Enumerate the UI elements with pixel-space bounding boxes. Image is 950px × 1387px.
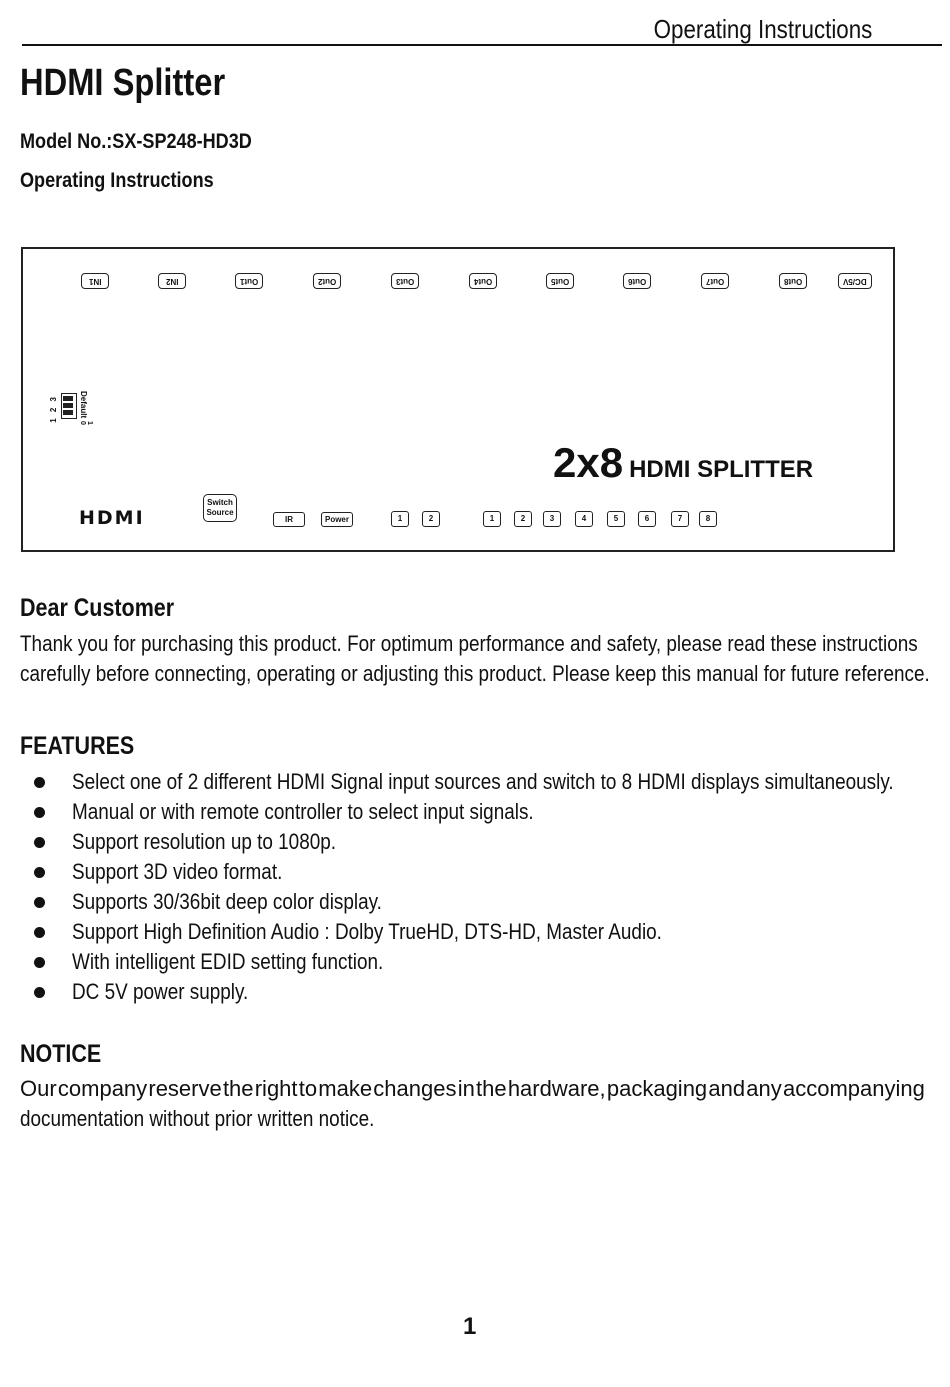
running-header (22, 12, 942, 46)
running-header-title: Operating Instructions (653, 14, 872, 44)
notice-word: packaging (606, 1076, 708, 1101)
notice-paragraph (20, 1074, 925, 1134)
product-name-small: HDMI SPLITTER (629, 456, 814, 483)
ir-sensor: IR (273, 512, 305, 527)
document-subtitle: Operating Instructions (20, 169, 214, 192)
notice-word: accompanying (782, 1076, 925, 1101)
notice-word: reserve (148, 1076, 222, 1101)
notice-line-justified (20, 1074, 925, 1104)
bullet-icon (34, 777, 45, 788)
bullet-icon (34, 957, 45, 968)
notice-word: hardware, (507, 1076, 606, 1101)
hdmi-logo: HDMI (79, 507, 145, 529)
output-led: 2 (514, 511, 532, 527)
switch-source-button: Switch Source (203, 494, 237, 522)
input-led: 2 (422, 511, 440, 527)
bullet-icon (34, 867, 45, 878)
page-number: 1 (463, 1313, 477, 1340)
dear-customer-paragraph (20, 629, 930, 689)
output-led: 7 (671, 511, 689, 527)
output-led: 8 (699, 511, 717, 527)
port-out2: Out2 (313, 273, 341, 289)
output-led: 3 (543, 511, 561, 527)
output-led: 5 (607, 511, 625, 527)
port-out3: Out3 (391, 273, 419, 289)
notice-word: changes (373, 1076, 457, 1101)
notice-word: the (222, 1076, 254, 1101)
dip-switch (61, 393, 77, 419)
port-out7: Out7 (701, 273, 729, 289)
dip-switch-label: Default (79, 391, 88, 419)
output-led: 1 (483, 511, 501, 527)
port-out8: Out8 (779, 273, 807, 289)
port-out5: Out5 (546, 273, 574, 289)
bullet-icon (34, 807, 45, 818)
model-number: Model No.:SX-SP248-HD3D (20, 130, 252, 153)
port-in1: IN1 (81, 273, 109, 289)
document-title: HDMI Splitter (20, 62, 226, 104)
port-dc5v: DC/5V (838, 273, 872, 289)
notice-word: and (708, 1076, 746, 1101)
notice-word: to (298, 1076, 318, 1101)
dip-switch-block (49, 389, 109, 435)
output-led: 4 (575, 511, 593, 527)
input-led: 1 (391, 511, 409, 527)
notice-word: Our (20, 1076, 57, 1101)
power-indicator: Power (321, 512, 353, 527)
notice-word: the (476, 1076, 507, 1101)
output-led: 6 (638, 511, 656, 527)
bullet-icon (34, 987, 45, 998)
paragraph-line: Thank you for purchasing this product. For optimum performance and safety, please read these instructions (20, 631, 918, 656)
notice-word: company (57, 1076, 148, 1101)
notice-word: any (746, 1076, 782, 1101)
port-out1: Out1 (235, 273, 263, 289)
paragraph-line: carefully before connecting, operating or adjusting this product. Please keep this manual for future reference. (20, 661, 930, 686)
dear-customer-heading: Dear Customer (20, 594, 175, 622)
notice-heading: NOTICE (20, 1040, 102, 1068)
port-in2: IN2 (158, 273, 186, 289)
product-name-big: 2x8 (553, 439, 624, 486)
bullet-icon (34, 837, 45, 848)
bullet-icon (34, 897, 45, 908)
port-out6: Out6 (623, 273, 651, 289)
notice-word: right (254, 1076, 298, 1101)
notice-word: in (457, 1076, 475, 1101)
notice-word: make (318, 1076, 373, 1101)
device-front-panel-illustration (21, 247, 895, 552)
features-heading: FEATURES (20, 732, 135, 760)
dip-switch-positions: 1 0 (79, 421, 93, 427)
dip-switch-numbers: 1 2 3 (49, 395, 58, 423)
bullet-icon (34, 927, 45, 938)
port-out4: Out4 (469, 273, 497, 289)
notice-line: documentation without prior written notice. (20, 1106, 375, 1131)
product-name-print (553, 439, 813, 487)
